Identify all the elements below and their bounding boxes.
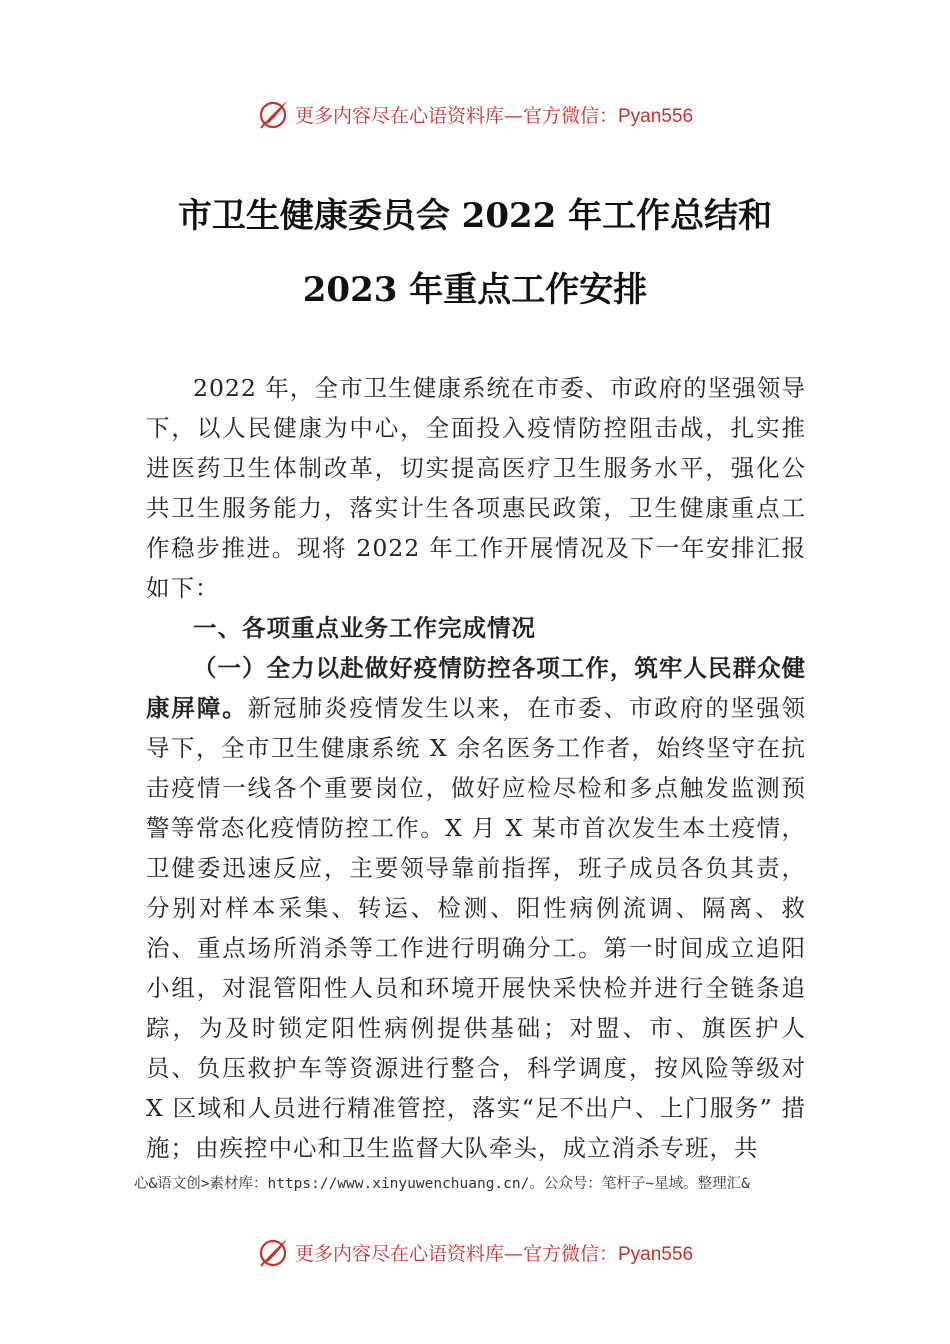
banner-wechat-id: Pyan556 bbox=[618, 1243, 694, 1265]
document-body bbox=[146, 368, 806, 1168]
footer-watermark-banner bbox=[0, 1232, 950, 1272]
subsection-paragraph-1 bbox=[146, 648, 806, 1168]
banner-wechat-id: Pyan556 bbox=[618, 105, 694, 127]
banner-text: 更多内容尽在心语资料库—官方微信：Pyan556 bbox=[294, 104, 694, 127]
quill-logo-icon bbox=[257, 1235, 291, 1269]
quill-logo-icon bbox=[257, 97, 291, 131]
subsection-heading-1: （一）全力以赴做好疫情防控各项工作，筑牢人民群众健康屏障。 bbox=[146, 654, 806, 722]
banner-text: 更多内容尽在心语资料库—官方微信：Pyan556 bbox=[294, 1242, 694, 1265]
header-watermark-banner bbox=[0, 94, 950, 134]
intro-paragraph: 2022 年，全市卫生健康系统在市委、市政府的坚强领导下，以人民健康为中心，全面投入疫情防控阻击战，扎实推进医药卫生体制改革，切实提高医疗卫生服务水平，强化公共卫生服务能力，落实计生各项惠民政策，卫生健康重点工作稳步推进。现将 2022 年工作开展情况及下一年安排汇报如下： bbox=[146, 374, 806, 602]
document-title-line2: 2023 年重点工作安排 bbox=[302, 270, 648, 310]
subsection-text-1: 新冠肺炎疫情发生以来，在市委、市政府的坚强领导下，全市卫生健康系统 X 余名医务工作者，始终坚守在抗击疫情一线各个重要岗位，做好应检尽检和多点触发监测预警等常态化疫情防控工作。X 月 X 某市首次发生本土疫情，卫健委迅速反应，主要领导靠前指挥，班子成员各负其责，分别对样本采集、转运、检测、阳性病例流调、隔离、救治、重点场所消杀等工作进行明确分工。第一时间成立追阳小组，对混管阳性人员和环境开展快采快检并进行全链条追踪，为及时锁定阳性病例提供基础；对盟、市、旗医护人 员、负压救护车等资源进行整合，科学调度，按风险等级对 X 区域和人员进行精准管控，落实“足不出户、上门服务” 措施；由疾控中心和卫生监督大队牵头，成立消杀专班，共 bbox=[146, 694, 807, 1162]
document-title-line1: 市卫生健康委员会 2022 年工作总结和 bbox=[177, 196, 773, 236]
source-footnote: 心&语文创>素材库：https://www.xinyuwenchuang.cn/。公众号：笔杆子~星域。整理汇& bbox=[134, 1176, 750, 1192]
section-heading-1: 一、各项重点业务工作完成情况 bbox=[193, 614, 536, 642]
